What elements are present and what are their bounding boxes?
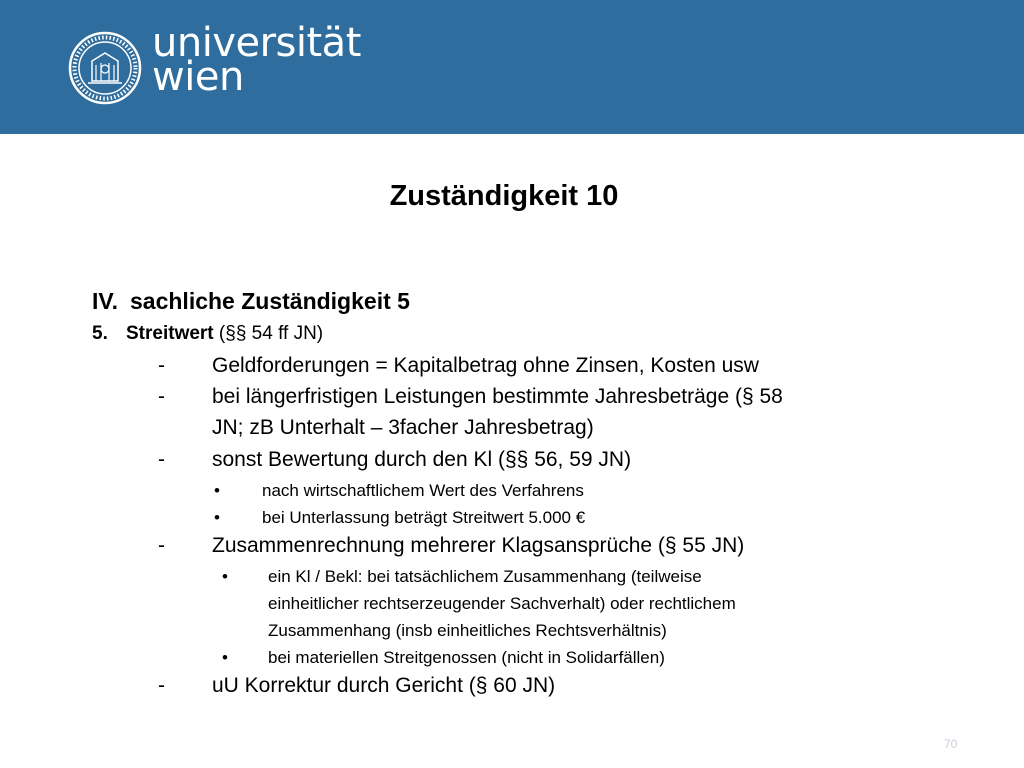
- item-text: sonst Bewertung durch den Kl (§§ 56, 59 JN): [212, 448, 632, 471]
- item-text: einheitlicher rechtserzeugender Sachverhalt) oder rechtlichem: [268, 594, 736, 613]
- dash-marker: -: [158, 354, 165, 377]
- subheading-row: [92, 323, 324, 345]
- university-logo-text: [152, 20, 361, 100]
- logo-line-1: universität: [152, 20, 361, 66]
- bullet-marker: •: [214, 481, 220, 500]
- university-seal-icon: [68, 31, 142, 105]
- page-number: 70: [944, 737, 958, 751]
- item-text: bei materiellen Streitgenossen (nicht in Solidarfällen): [268, 648, 665, 667]
- item-text: Zusammenrechnung mehrerer Klagsansprüche (§ 55 JN): [212, 534, 745, 557]
- subheading-bold: Streitwert: [126, 323, 214, 344]
- bullet-marker: •: [222, 567, 228, 586]
- bullet-marker: •: [222, 648, 228, 667]
- dash-marker: -: [158, 534, 165, 557]
- item-text: JN; zB Unterhalt – 3facher Jahresbetrag): [212, 416, 594, 439]
- header-bar: [0, 0, 1024, 134]
- heading-text: sachliche Zuständigkeit 5: [130, 288, 410, 314]
- slide-title: Zuständigkeit 10: [389, 180, 619, 212]
- subheading-rest: (§§ 54 ff JN): [213, 323, 324, 344]
- subheading-number: 5.: [92, 323, 108, 344]
- bullet-marker: •: [214, 508, 220, 527]
- item-text: bei längerfristigen Leistungen bestimmte Jahresbeträge (§ 58: [212, 385, 783, 408]
- heading-row: [92, 288, 410, 315]
- heading-number: IV.: [92, 288, 119, 314]
- dash-marker: -: [158, 448, 165, 471]
- item-text: bei Unterlassung beträgt Streitwert 5.000 €: [262, 508, 586, 527]
- item-text: uU Korrektur durch Gericht (§ 60 JN): [212, 674, 556, 697]
- item-text: ein Kl / Bekl: bei tatsächlichem Zusammenhang (teilweise: [268, 567, 702, 586]
- item-text: nach wirtschaftlichem Wert des Verfahrens: [262, 481, 584, 500]
- dash-marker: -: [158, 674, 165, 697]
- dash-marker: -: [158, 385, 165, 408]
- logo-line-2: wien: [152, 54, 244, 100]
- item-text: Zusammenhang (insb einheitliches Rechtsverhältnis): [268, 621, 667, 640]
- item-text: Geldforderungen = Kapitalbetrag ohne Zinsen, Kosten usw: [212, 354, 759, 377]
